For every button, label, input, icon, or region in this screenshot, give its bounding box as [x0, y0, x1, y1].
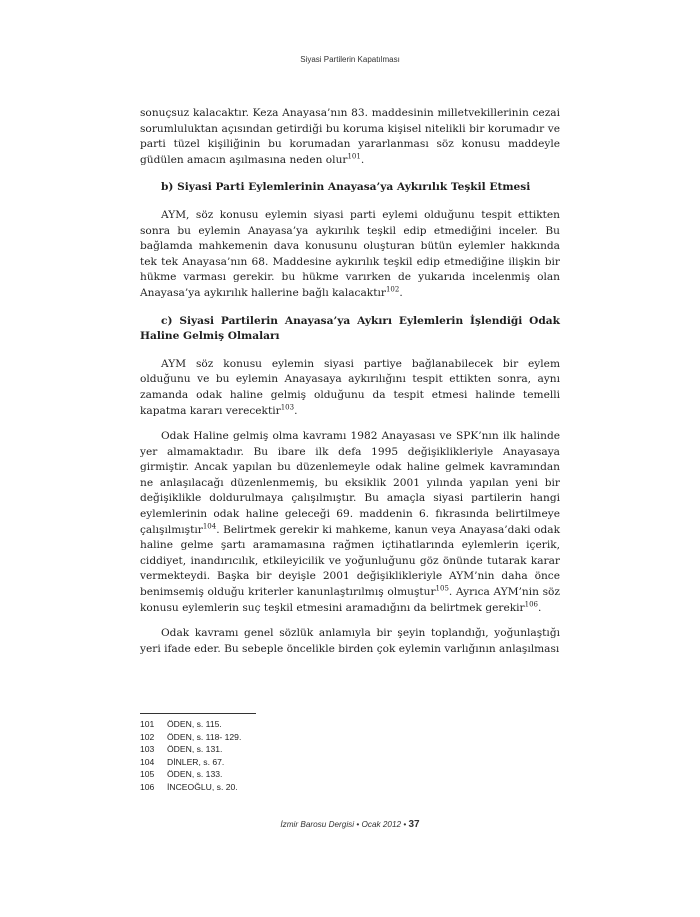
punctuation: . [537, 601, 542, 614]
footnote-number: 103 [140, 744, 155, 755]
footnote-item [140, 781, 560, 794]
paragraph-continuation [140, 106, 560, 168]
footnote-item [140, 731, 560, 744]
paragraph-text: AYM, söz konusu eylemin siyasi parti eylemi olduğunu tespit ettikten sonra bu eylemin Anayasa’ya aykırılık teşkil edip etmediğini inceler. Bu bağlamda mahkemenin dava konusunu oluşturan bütün eylemler hakkında tek tek Anayasa’nın 68. Maddesine aykırılık teşkil edip etmediğine ilişkin bir hükme varması gerekir. bu hükme varırken de yukarıda incelenmiş olan Anayasa’ya aykırılık hallerine bağlı kalacaktır [140, 208, 560, 299]
punctuation: . [360, 153, 365, 166]
paragraph-temelli-kapatma [140, 357, 560, 419]
footnote-reference[interactable]: 105 [435, 584, 449, 593]
paragraph-odak-haline [140, 429, 560, 616]
journal-name: İzmir Barosu Dergisi • Ocak 2012 • [280, 820, 409, 829]
footnote-item [140, 756, 560, 769]
body-text [140, 106, 560, 657]
punctuation: . [399, 286, 403, 299]
footnote-divider [140, 713, 256, 714]
footnote-reference[interactable]: 101 [347, 152, 361, 161]
page-footer [0, 819, 700, 830]
footnote-reference[interactable]: 102 [385, 285, 400, 294]
footnote-number: 104 [140, 756, 155, 767]
paragraph-odak-kavrami [140, 626, 560, 657]
page-number: 37 [408, 819, 420, 830]
paragraph-text: Odak Haline gelmiş olma kavramı 1982 Anayasası ve SPK’nın ilk halinde yer almamaktadır. Bu ibare ilk defa 1995 değişiklikleriyle Anayasaya girmiştir. Ancak yapılan bu düzenlemeyle odak haline gelmek kavramından ne anlaşılacağı düzenlenmemiş, bu eksiklik 2001 yılında yapılan yeni bir değişiklikle doldurulmaya çalışılmıştır. Bu amaçla siyasi partilerin hangi eylemlerinin odak haline geleceği 69. maddenin 6. fıkrasında belirtilmeye çalışılmıştır [140, 430, 560, 536]
running-header: Siyasi Partilerin Kapatılması [300, 55, 400, 64]
footnote-number: 106 [140, 781, 155, 792]
footnote-text: ÖDEN, s. 131. [167, 744, 223, 755]
paragraph-text: Odak kavramı genel sözlük anlamıyla bir şeyin toplandığı, yoğunlaştığı yeri ifade eder. Bu sebeple öncelikle birden çok eylemin varlığının anlaşılması [140, 627, 560, 655]
paragraph-text: AYM söz konusu eylemin siyasi partiye bağlanabilecek bir eylem olduğunu ve bu eylemin Anayasaya aykırılığını tespit ettikten sonra, aynı zamanda odak haline gelmiş olduğunu da tespit etmesi halinde temelli kapatma kararı verecektir [140, 357, 560, 417]
footnote-number: 101 [140, 719, 155, 729]
section-heading-b: b) Siyasi Parti Eylemlerinin Anayasa’ya Aykırılık Teşkil Etmesi [161, 181, 531, 194]
footnote-number: 102 [140, 731, 155, 742]
footnote-item [140, 743, 560, 756]
footnotes [140, 718, 560, 794]
paragraph-text: . Belirtmek gerekir ki mahkeme, kanun veya Anayasa’daki odak haline gelme şartı aramamasına rağmen içtihatlarında eylemlerin içerik, ciddiyet, inandırıcılık, etkileyicilik ve yoğunluğunu göz önünde tutarak karar vermekteydi. Başka bir deyişle 2001 değişiklikleriyle AYM’nin daha önce benimsemiş olduğu kriterler kanunlaştırılmış olmuştur [140, 523, 560, 599]
footnote-text: DİNLER, s. 67. [167, 756, 225, 767]
paragraph-text: . Ayrıca AYM’nin söz konusu eylemlerin suç teşkil etmesini aramadığını da belirtmek gerekir [140, 586, 560, 614]
paragraph-text: sonuçsuz kalacaktır. Keza Anayasa’nın 83. maddesinin milletvekillerinin cezai sorumluluktan açısından getirdiği bu koruma kişisel nitelikli bir korumadır ve parti tüzel kişiliğinin bu korumadan yararlanması söz konusu maddeyle güdülen amacın aşılmasına neden olur [140, 107, 560, 166]
section-heading-c: c) Siyasi Partilerin Anayasa’ya Aykırı Eylemlerin İşlendiği Odak Haline Gelmiş Olmaları [140, 314, 560, 343]
footnote-item [140, 768, 560, 781]
footnote-text: ÖDEN, s. 133. [167, 769, 223, 780]
footnote-item [140, 718, 560, 731]
footnote-text: ÖDEN, s. 115. [167, 719, 222, 729]
punctuation: . [294, 404, 298, 417]
footnote-text: İNCEOĞLU, s. 20. [167, 781, 238, 792]
footnote-reference[interactable]: 104 [202, 522, 217, 531]
paragraph-aym-eylem [140, 208, 560, 302]
footnote-number: 105 [140, 769, 155, 780]
footnote-text: ÖDEN, s. 118- 129. [167, 731, 242, 742]
footnote-reference[interactable]: 106 [524, 600, 538, 609]
footnote-reference[interactable]: 103 [280, 402, 295, 411]
